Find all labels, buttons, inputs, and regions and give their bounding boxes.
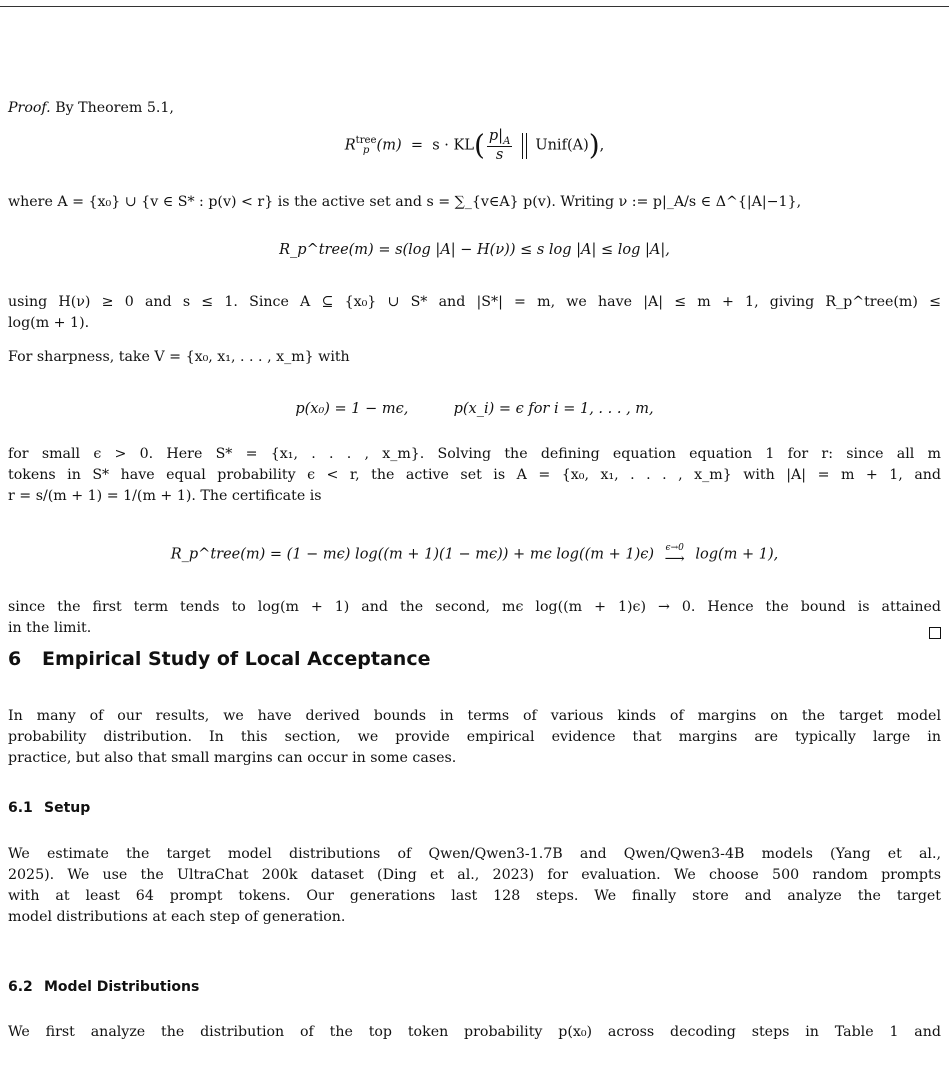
para-sharpness: For sharpness, take V = {x₀, x₁, . . . , x_m} with bbox=[8, 349, 350, 365]
para-small-eps: for small ϵ > 0. Here S* = {x₁, . . . , x_m}. Solving the defining equation equation 1 for r: since all m tokens in S* have equal probability ϵ < r, the active set is A = {x₀, x₁, . . . , x_m} with |A| = m + 1, and r = s/(m + 1) = 1/(m + 1). The certificate is bbox=[8, 446, 941, 504]
para-section-6-2: We first analyze the distribution of the top token probability p(x₀) across decoding steps in Table 1 and bbox=[8, 1024, 941, 1040]
double-bar bbox=[522, 133, 527, 159]
para-where: where A = {x₀} ∪ {v ∈ S* : p(v) < r} is the active set and s = ∑_{v∈A} p(v). Writing ν := p|_A/s ∈ Δ^{|A|−1}, bbox=[8, 194, 802, 210]
top-rule bbox=[0, 6, 949, 7]
equation-kl: R tree p (m) = s · KL( $\frac{p|_A}{s}$ Unif(A)), bbox=[344, 128, 605, 163]
section-heading-6-2: 6.2 Model Distributions bbox=[8, 979, 200, 995]
equation-certificate: R_p^tree(m) = (1 − mϵ) log((m + 1)(1 − mϵ)) + mϵ log((m + 1)ϵ) ϵ→0 ⟶ log(m + 1), bbox=[170, 543, 779, 567]
qed-square bbox=[929, 627, 941, 639]
proof-intro bbox=[8, 98, 941, 119]
para-section-6: In many of our results, we have derived bounds in terms of various kinds of margins on the target model probability distribution. In this section, we provide empirical evidence that margins are typically large in practice, but also that small margins can occur in some cases. bbox=[8, 708, 941, 766]
para-using: using H(ν) ≥ 0 and s ≤ 1. Since A ⊆ {x₀} ∪ S* and |S*| = m, we have |A| ≤ m + 1, giving R_p^tree(m) ≤ log(m + 1). bbox=[8, 294, 941, 331]
section-heading-6-1: 6.1 Setup bbox=[8, 800, 91, 816]
fraction: $\frac{p|_A}{s}$ bbox=[488, 128, 511, 163]
para-section-6-1: We estimate the target model distributions of Qwen/Qwen3-1.7B and Qwen/Qwen3-4B models (Yang et al., 2025). We use the UltraChat 200k dataset (Ding et al., 2023) for evaluation. We choose 500 random prompts with at least 64 prompt tokens. Our generations last 128 steps. We finally store and analyze the target model distributions at each step of generation. bbox=[8, 846, 941, 925]
proof-intro-text: By Theorem 5.1, bbox=[55, 100, 174, 116]
limit-arrow: ϵ→0 ⟶ bbox=[664, 543, 685, 567]
para-since: since the first term tends to log(m + 1) and the second, mϵ log((m + 1)ϵ) → 0. Hence the bound is attained in the limit. bbox=[8, 599, 941, 636]
equation-bound: R_p^tree(m) = s(log |A| − H(ν)) ≤ s log |A| ≤ log |A|, bbox=[279, 242, 670, 258]
proof-label: Proof. bbox=[8, 100, 51, 116]
section-heading-6: 6 Empirical Study of Local Acceptance bbox=[8, 648, 431, 670]
equation-distribution: p(x₀) = 1 − mϵ, p(x_i) = ϵ for i = 1, . . . , m, bbox=[295, 401, 654, 417]
